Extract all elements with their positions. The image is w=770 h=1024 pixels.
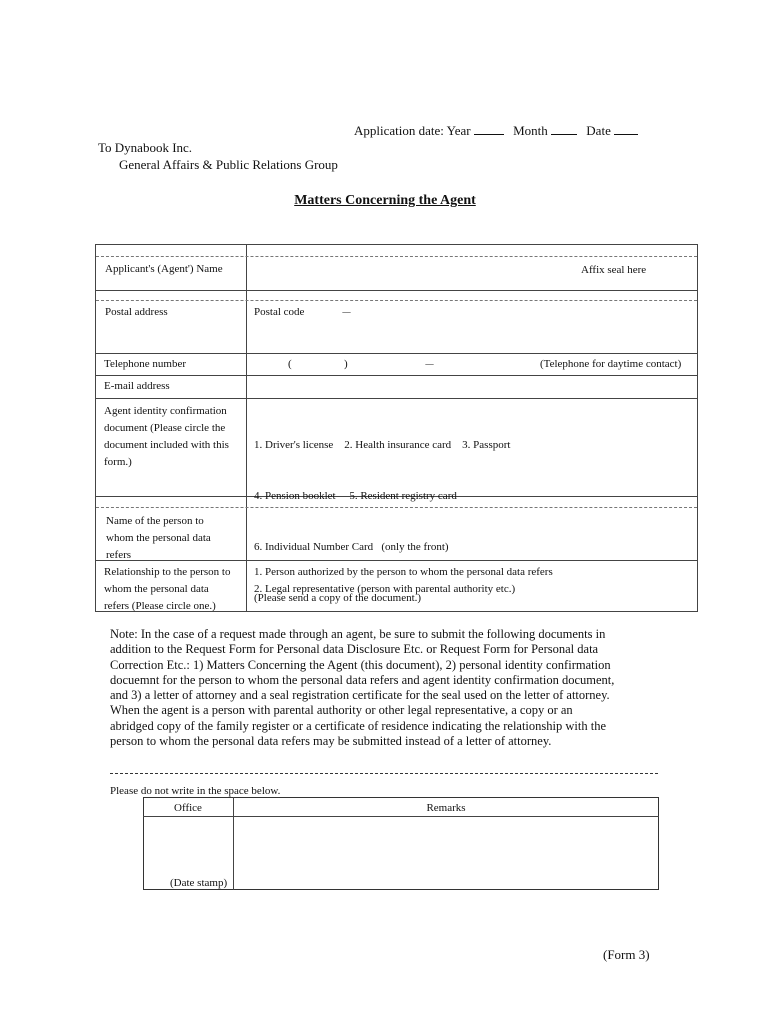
agent-request-note: Note: In the case of a request made through an agent, be sure to submit the following documents in addition to the Request Form for Personal data Disclosure Etc. or Request Form for Personal data Correction Etc.: 1) Matters Concerning the Agent (this document), 2) personal identity confirmation docuemnt for the person to whom the personal data refers and agent identity confirmation document, and 3) a letter of attorney and a seal registration certificate for the seal used on the letter of attorney. When the agent is a person with parental authority or other legal representative, a copy or an abridged copy of the family register or a certificate of residence indicating the relationship with the person to whom the personal data refers may be submitted instead of a letter of attorney.	[110, 627, 615, 749]
email-label: E-mail address	[104, 380, 170, 392]
date-label: Date	[586, 123, 611, 138]
telephone-daytime-note: (Telephone for daytime contact)	[540, 358, 682, 370]
applicant-name-label: Applicant's (Agent') Name	[105, 263, 223, 275]
postal-code-dash: －	[341, 307, 352, 319]
postal-address-label: Postal address	[105, 306, 168, 318]
date-stamp-label: (Date stamp)	[170, 877, 228, 889]
month-label: Month	[513, 123, 548, 138]
telephone-dash: －	[424, 359, 435, 371]
remarks-header: Remarks	[426, 802, 466, 814]
agent-identity-label: Agent identity confirmation document (Please circle the document included with this form.)	[104, 405, 229, 468]
agent-identity-options: 1. Driver's license 2. Health insurance card 3. Passport 4. Pension booklet 5. Resident registry card 6. Individual Number Card (only the front) (Please send a copy of the document.)	[254, 439, 511, 604]
area-code-open-paren: (	[288, 358, 292, 370]
department: General Affairs & Public Relations Group	[119, 157, 338, 172]
office-header: Office	[174, 802, 202, 814]
telephone-label: Telephone number	[104, 358, 187, 370]
area-code-close-paren: )	[344, 358, 348, 370]
application-date-label: Application date: Year	[354, 123, 471, 138]
month-blank	[551, 124, 577, 135]
year-blank	[474, 124, 504, 135]
affix-seal-label: Affix seal here	[581, 264, 647, 276]
form-title: Matters Concerning the Agent	[294, 193, 476, 208]
date-blank	[614, 124, 638, 135]
relationship-label: Relationship to the person to whom the personal data refers (Please circle one.)	[104, 566, 231, 612]
form-number: (Form 3)	[603, 947, 650, 962]
cut-line	[110, 773, 658, 774]
relationship-options: 1. Person authorized by the person to whom the personal data refers 2. Legal representative (person with parental authority etc.)	[254, 566, 553, 595]
application-date-line	[354, 123, 638, 139]
recipient: To Dynabook Inc.	[98, 140, 193, 155]
person-name-label: Name of the person to whom the personal data refers	[106, 515, 211, 561]
postal-code-label: Postal code	[254, 306, 305, 318]
office-use-instruction: Please do not write in the space below.	[110, 785, 281, 797]
